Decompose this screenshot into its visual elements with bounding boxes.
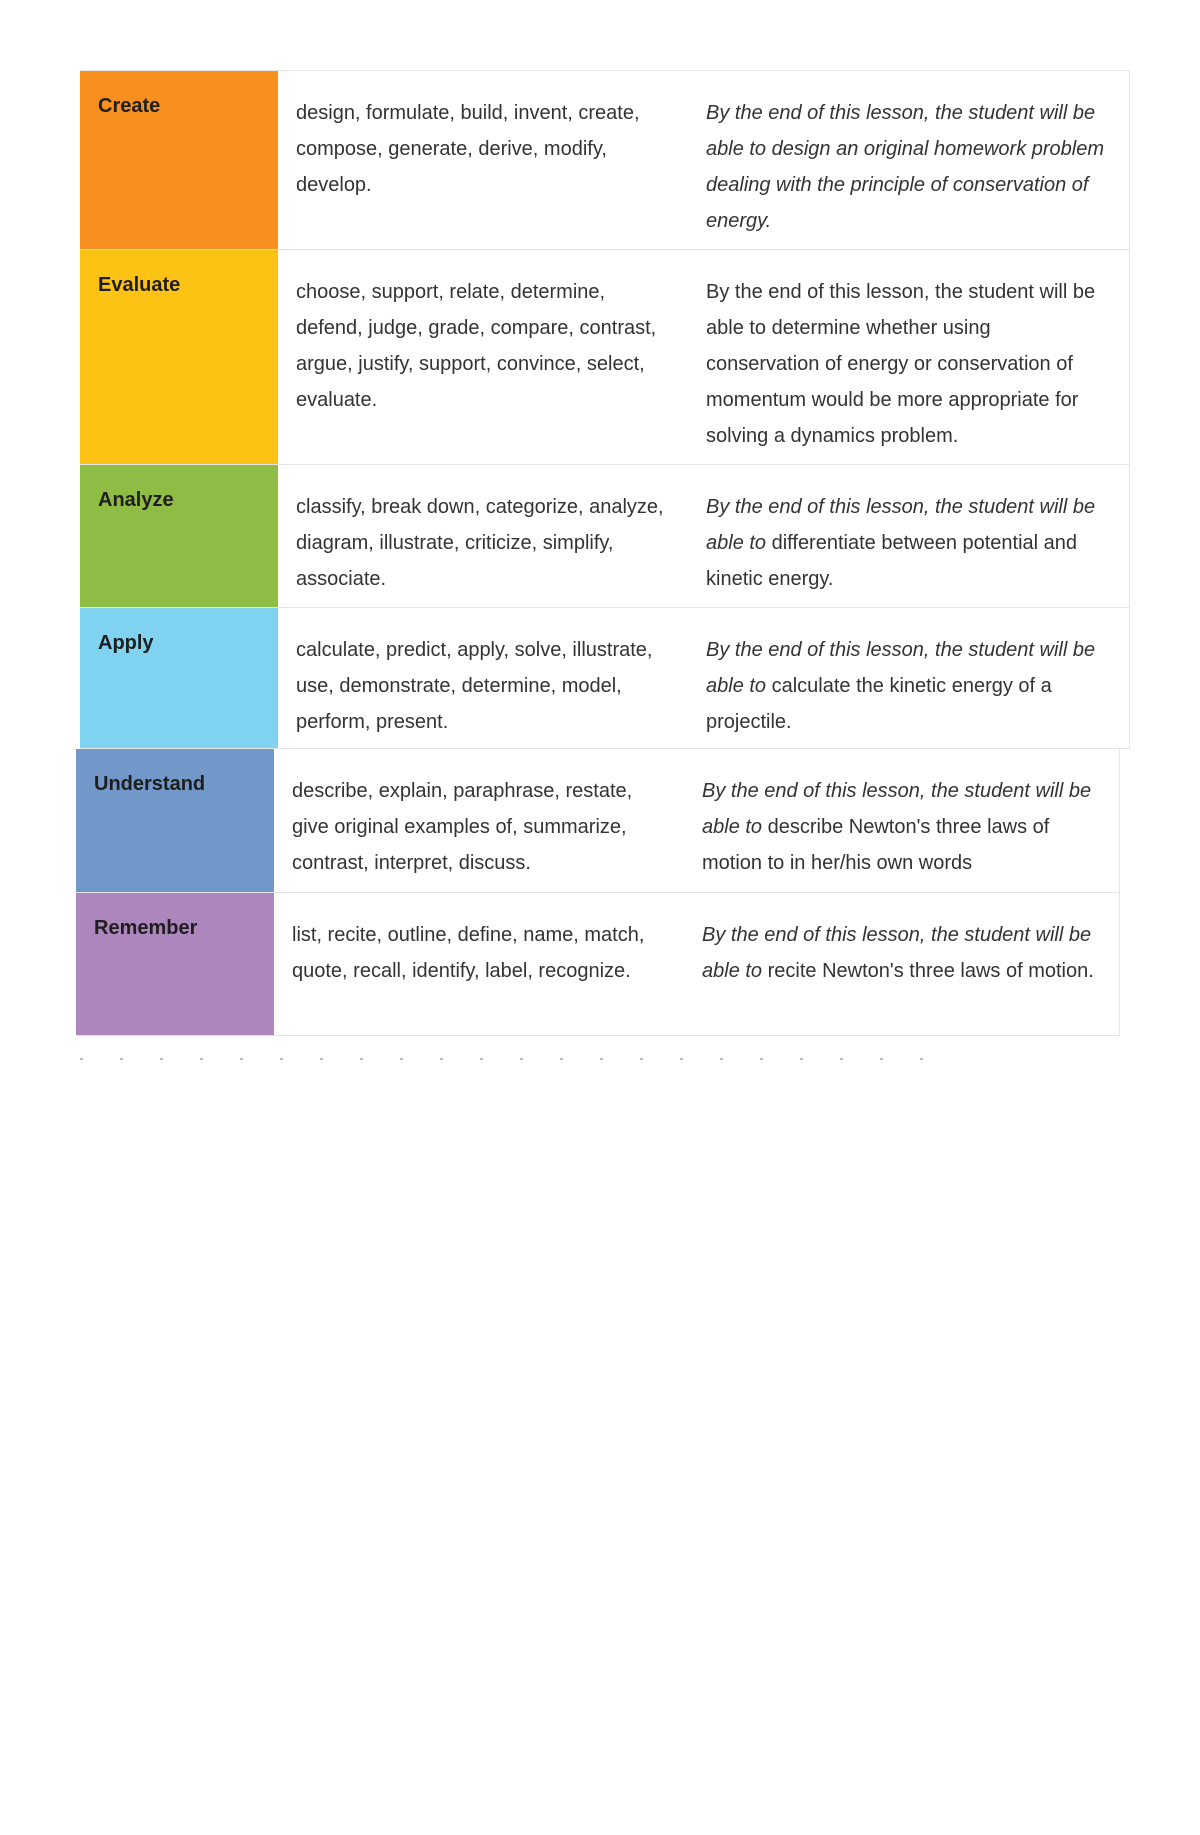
level-cell-evaluate — [80, 250, 278, 464]
level-label: Remember — [94, 917, 198, 939]
verbs-cell — [278, 250, 690, 464]
example-text-italic: By the end of this lesson, the student will be able to — [702, 780, 1092, 838]
verbs-text: choose, support, relate, determine, defend, judge, grade, compare, contrast, argue, justify, support, convince, select, evaluate. — [296, 281, 657, 411]
level-cell-apply — [80, 608, 278, 748]
verbs-text: calculate, predict, apply, solve, illustrate, use, demonstrate, determine, model, perform, present. — [296, 639, 653, 733]
level-label: Create — [98, 95, 161, 117]
table-row-analyze — [80, 465, 1130, 608]
table-row-create — [80, 71, 1130, 250]
example-text: describe Newton's three laws of motion to in her/his own words — [702, 816, 1050, 874]
example-cell — [690, 608, 1129, 748]
example-cell — [690, 465, 1129, 607]
level-label: Evaluate — [98, 274, 181, 296]
example-text-italic: By the end of this lesson, the student will be able to — [706, 639, 1096, 697]
level-cell-create — [80, 71, 278, 249]
table-row-evaluate — [80, 250, 1130, 465]
verbs-text: list, recite, outline, define, name, match, quote, recall, identify, label, recognize. — [292, 924, 645, 982]
level-cell-remember — [76, 893, 274, 1035]
level-cell-understand — [76, 749, 274, 892]
verbs-cell — [278, 71, 690, 249]
example-text-italic: By the end of this lesson, the student will be able to — [702, 924, 1092, 982]
level-label: Apply — [98, 632, 154, 654]
verbs-text: design, formulate, build, invent, create, compose, generate, derive, modify, develop. — [296, 102, 640, 196]
level-label: Analyze — [98, 489, 174, 511]
verbs-cell — [274, 893, 686, 1035]
table-row-remember — [76, 893, 1120, 1036]
example-cell — [690, 71, 1129, 249]
verbs-cell — [278, 608, 690, 748]
table-row-apply — [80, 608, 1130, 749]
verbs-cell — [274, 749, 686, 892]
example-text-italic: By the end of this lesson, the student will be able to — [706, 496, 1096, 554]
level-cell-analyze — [80, 465, 278, 607]
verbs-text: classify, break down, categorize, analyze, diagram, illustrate, criticize, simplify, associate. — [296, 496, 664, 590]
verbs-cell — [278, 465, 690, 607]
example-text: calculate the kinetic energy of a projectile. — [706, 675, 1052, 733]
blooms-taxonomy-table — [80, 70, 1130, 1036]
example-text: differentiate between potential and kinetic energy. — [706, 532, 1078, 590]
verbs-text: describe, explain, paraphrase, restate, give original examples of, summarize, contrast, interpret, discuss. — [292, 780, 633, 874]
level-label: Understand — [94, 773, 206, 795]
example-text: By the end of this lesson, the student will be able to design an original homework problem dealing with the principle of conservation of energy. — [706, 102, 1105, 232]
example-text: By the end of this lesson, the student will be able to determine whether using conservation of energy or conservation of momentum would be more appropriate for solving a dynamics problem. — [706, 281, 1096, 447]
example-cell — [690, 250, 1129, 464]
cut-off-caption-line — [80, 1058, 940, 1060]
example-cell — [686, 893, 1119, 1035]
example-cell — [686, 749, 1119, 892]
table-row-understand — [76, 749, 1120, 893]
example-text: recite Newton's three laws of motion. — [762, 960, 1094, 982]
